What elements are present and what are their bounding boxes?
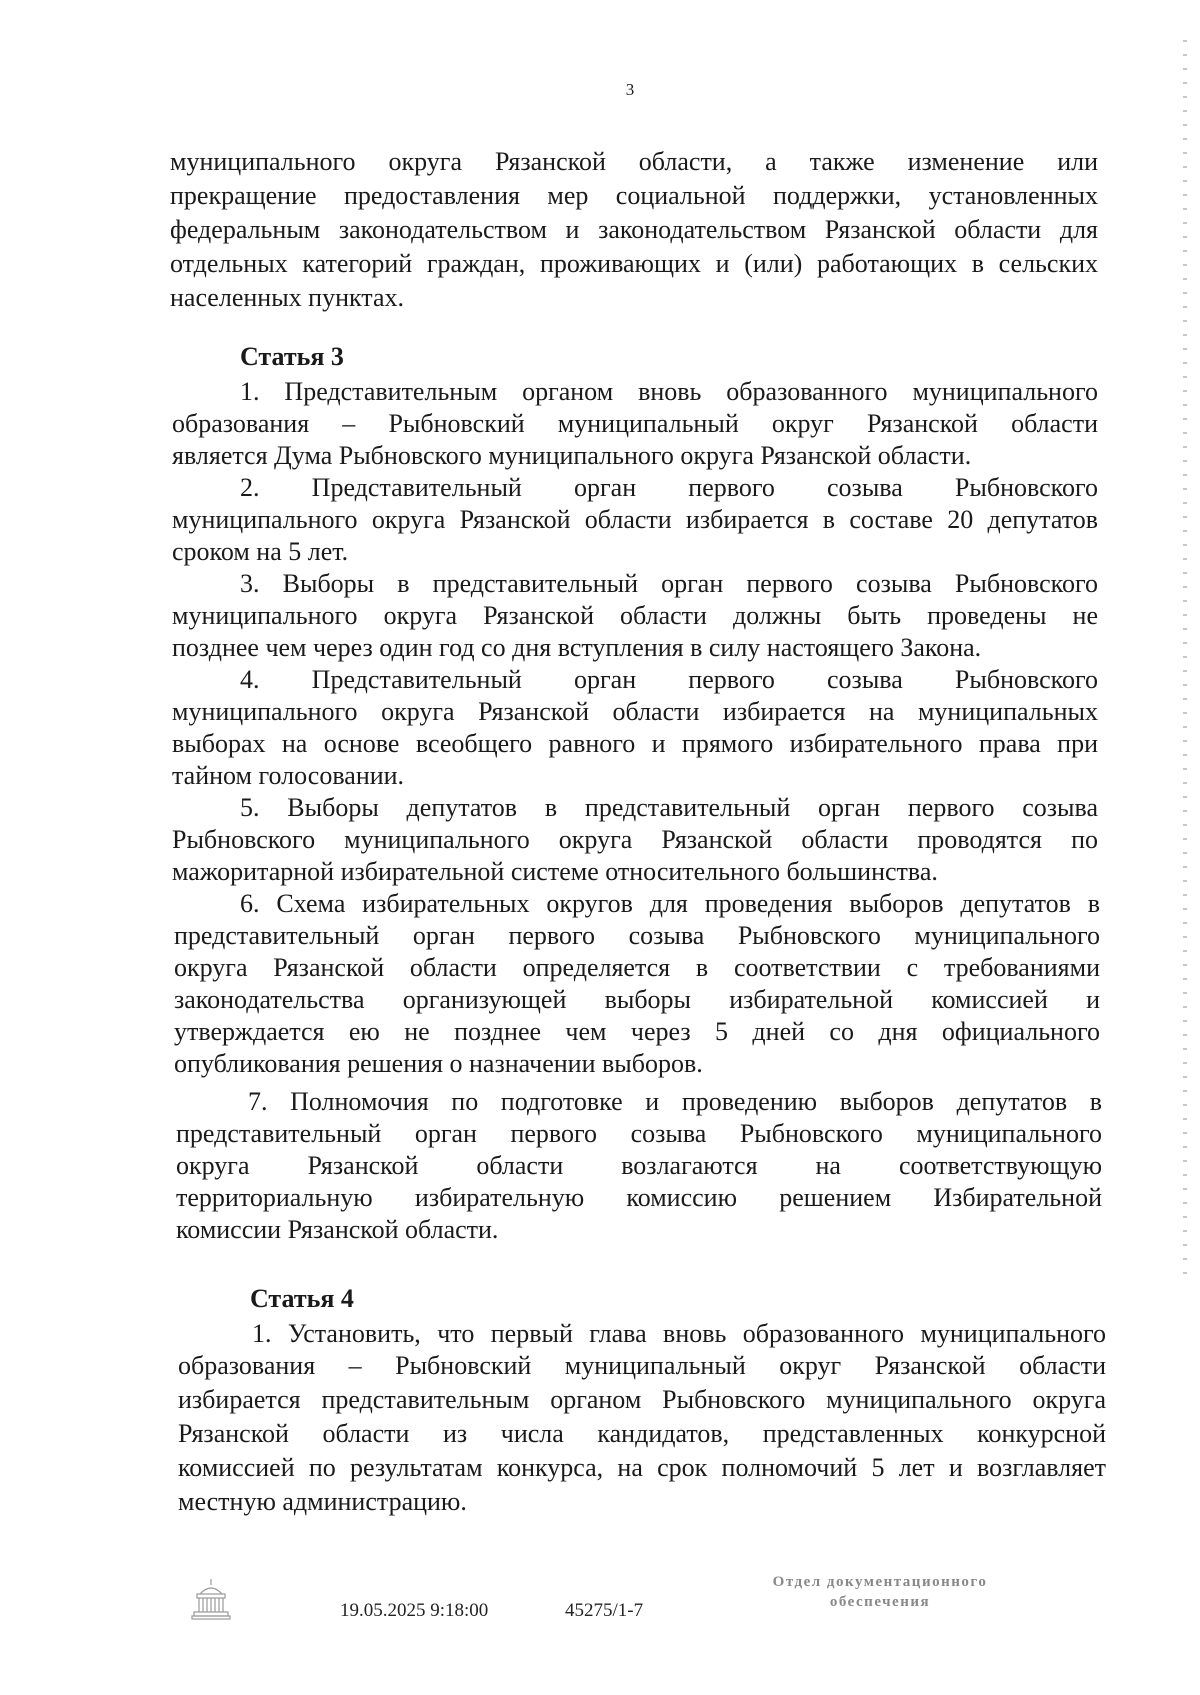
body-line: комиссии Рязанской области.	[176, 1215, 499, 1244]
body-line: округа Рязанской области возлагаются на соответствующую	[176, 1151, 1102, 1180]
body-line: Рыбновского муниципального округа Рязанской области проводятся по	[172, 825, 1098, 854]
body-line: 4. Представительный орган первого созыва Рыбновского	[240, 665, 1098, 694]
body-line: выборах на основе всеобщего равного и прямого избирательного права при	[172, 729, 1098, 758]
body-line: муниципального округа Рязанской области избирается в составе 20 депутатов	[172, 505, 1098, 534]
body-line: населенных пунктах.	[170, 283, 404, 312]
body-line: утверждается ею не позднее чем через 5 дней со дня официального	[174, 1017, 1100, 1046]
body-line: местную администрацию.	[178, 1487, 467, 1516]
department-line-2: обеспечения	[829, 1594, 931, 1610]
article-3-heading: Статья 3	[240, 342, 344, 371]
department-line-1: Отдел документационного	[772, 1574, 988, 1590]
body-line: образования – Рыбновский муниципальный округ Рязанской области	[172, 409, 1098, 438]
body-line: муниципального округа Рязанской области, а также изменение или	[170, 147, 1098, 176]
body-line: является Дума Рыбновского муниципального округа Рязанской области.	[172, 441, 972, 470]
body-line: тайном голосовании.	[172, 761, 405, 790]
body-line: 2. Представительный орган первого созыва Рыбновского	[240, 473, 1098, 502]
footer-doc-number: 45275/1-7	[565, 1600, 644, 1621]
body-line: 1. Установить, что первый глава вновь образованного муниципального	[252, 1319, 1106, 1348]
body-line: образования – Рыбновский муниципальный округ Рязанской области	[178, 1351, 1106, 1380]
body-line: комиссией по результатам конкурса, на срок полномочий 5 лет и возглавляет	[178, 1453, 1106, 1482]
body-line: федеральным законодательством и законодательством Рязанской области для	[170, 215, 1098, 244]
body-line: 7. Полномочия по подготовке и проведению выборов депутатов в	[248, 1087, 1102, 1116]
body-line: законодательства организующей выборы избирательной комиссией и	[174, 985, 1100, 1014]
article-4-heading: Статья 4	[250, 1284, 354, 1313]
building-emblem-icon	[188, 1576, 234, 1622]
body-line: избирается представительным органом Рыбновского муниципального округа	[178, 1385, 1106, 1414]
body-line: мажоритарной избирательной системе относительного большинства.	[172, 857, 938, 886]
footer-timestamp: 19.05.2025 9:18:00	[340, 1600, 489, 1621]
body-line: муниципального округа Рязанской области должны быть проведены не	[172, 601, 1098, 630]
page-number: 3	[625, 80, 635, 99]
body-line: территориальную избирательную комиссию решением Избирательной	[176, 1183, 1102, 1212]
body-line: 6. Схема избирательных округов для проведения выборов депутатов в	[240, 889, 1100, 918]
body-line: прекращение предоставления мер социальной поддержки, установленных	[170, 181, 1098, 210]
body-line: представительный орган первого созыва Рыбновского муниципального	[174, 921, 1100, 950]
body-line: 5. Выборы депутатов в представительный орган первого созыва	[240, 793, 1098, 822]
body-line: муниципального округа Рязанской области избирается на муниципальных	[172, 697, 1098, 726]
body-line: сроком на 5 лет.	[172, 537, 349, 566]
body-line: 1. Представительным органом вновь образованного муниципального	[240, 377, 1098, 406]
body-line: позднее чем через один год со дня вступления в силу настоящего Закона.	[172, 633, 982, 662]
body-line: представительный орган первого созыва Рыбновского муниципального	[176, 1119, 1102, 1148]
scan-margin-marks	[1183, 40, 1187, 1280]
body-line: округа Рязанской области определяется в соответствии с требованиями	[174, 953, 1100, 982]
body-line: опубликования решения о назначении выборов.	[174, 1049, 703, 1078]
body-line: 3. Выборы в представительный орган первого созыва Рыбновского	[240, 569, 1098, 598]
body-line: отдельных категорий граждан, проживающих и (или) работающих в сельских	[170, 249, 1098, 278]
body-line: Рязанской области из числа кандидатов, представленных конкурсной	[178, 1419, 1106, 1448]
